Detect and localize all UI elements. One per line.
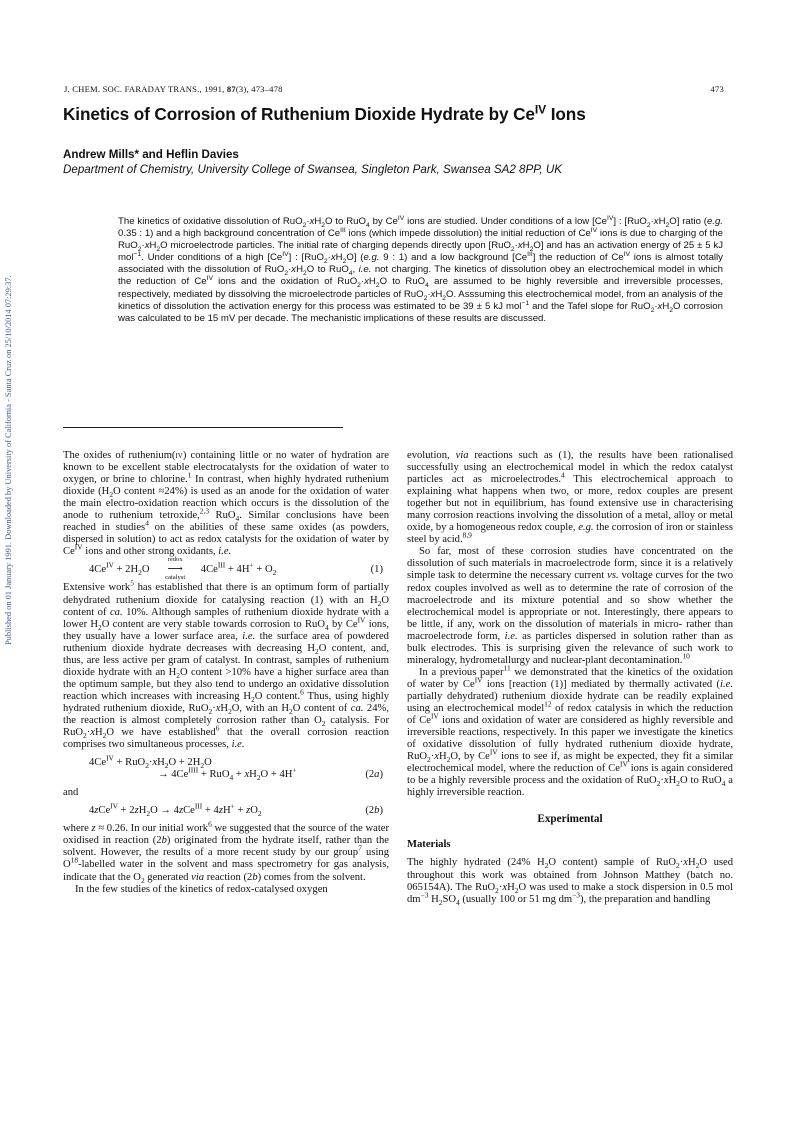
title-superscript: IV — [534, 102, 547, 117]
equation-2a — [63, 753, 389, 783]
equation-connector: and — [63, 787, 79, 799]
equation-2b-number: (2b) — [365, 805, 383, 817]
equation-2a-number: (2a) — [365, 769, 383, 781]
journal-issue-pages: (3), 473–478 — [235, 84, 283, 94]
equation-2a-line-1: $4Ce^{IV} + RuO_2\cdot xH_2O + 2H_2O$ — [89, 753, 212, 771]
equation-1-reactants: $4Ce^{IV} + 2H_2O$ — [89, 560, 150, 578]
paragraph: In a previous paper$^{11}$ we demonstrated that the kinetics of the oxidation of water by $Ce^{IV}$ ions [reaction (1)] mediated by thermally activated (i.e. partially dehydrated) ruthenium dioxide hydrate can be readily explained using an electrochemical model$^{12}$ of redox catalysis in which the reduction of $Ce^{IV}$ ions and oxidation of water are considered as highly reversible and irreversible reactions, respectively. In this paper we investigate the kinetics of oxidative dissolution of fully hydrated ruthenium dioxide hydrate, $RuO_2\cdot xH_2O$, by $Ce^{IV}$ ions to see if, as might be expected, they fit a similar electrochemical model, where the reduction of $Ce^{IV}$ ions is again considered to be a highly reversible process and the oxidation of $RuO_2\cdot xH_2O$ to RuO$_4$ a highly irreversible reaction. — [407, 663, 734, 799]
running-header — [64, 84, 724, 94]
equation-1-products: $4Ce^{III} + 4H^+ + O_2$ — [200, 560, 277, 578]
download-watermark — [2, 205, 16, 645]
title-text: Kinetics of Corrosion of Ruthenium Dioxide Hydrate by Ce — [63, 104, 535, 124]
journal-citation — [64, 84, 283, 94]
paragraph: The oxides of ruthenium(iv) containing little or no water of hydration are known to be excellent stable electrocatalysts for the oxidation of water to oxygen, or brine to chlorine.$^1$ In contrast, when highly hydrated ruthenium dioxide ($H_2O$ content ≈24%) is used as an anode for the oxidation of water the main electro-oxidation reaction which occurs is the dissolution of the anode to ruthenium tetroxide,$^{2,3}$ RuO$_4$. Similar conclusions have been reached in studies$^4$ on the abilities of these same oxides (as powders, dispersed in solution) to act as redox catalysts for the oxidation of water by $Ce^{IV}$ ions and other strong oxidants, i.e. — [63, 450, 390, 558]
paragraph: The highly hydrated (24% $H_2O$ content) sample of $RuO_2\cdot xH_2O$ used throughout this work was obtained from Johnson Matthey (batch no. 065154A). The $RuO_2\cdot xH_2O$ was used to make a stock dispersion in 0.5 mol $dm^{-3}$ $H_2SO_4$ (usually 100 or 51 mg $dm^{-3}$), the preparation and handling — [407, 857, 733, 907]
paragraph: Extensive work$^5$ has established that there is an optimum form of partially dehydrated ruthenium dioxide for catalysing reaction (1) with an $H_2O$ content of ca. 10%. Although samples of ruthenium dioxide hydrate with a lower $H_2O$ content are very stable towards corrosion to RuO$_4$ by $Ce^{IV}$ ions, they usually have a lower surface area, i.e. the surface area of powdered ruthenium dioxide hydrate decreases with decreasing $H_2O$ content, and, thus, are less active per gram of catalyst. In contrast, samples of ruthenium dioxide hydrate with an $H_2O$ content >10% have a higher surface area than the optimum sample, but they also tend to undergo an oxidative dissolution reaction which increases with increasing $H_2O$ content.$^6$ Thus, using highly hydrated ruthenium dioxide, $RuO_2\cdot xH_2O$, with an $H_2O$ content of ca. 24%, the reaction is almost completely corrosion rather than $O_2$ catalysis. For $RuO_2\cdot xH_2O$ we have established$^6$ that the overall corrosion reaction comprises two simultaneous processes, i.e. — [63, 578, 389, 751]
authors: Andrew Mills* and Heflin Davies — [63, 148, 239, 161]
affiliation: Department of Chemistry, University College of Swansea, Singleton Park, Swansea SA2 8PP, UK — [63, 163, 562, 176]
title-end: Ions — [546, 104, 586, 124]
equation-2a-products: → $4Ce^{IIII} + RuO_4 + xH_2O + 4H^+$ — [158, 765, 297, 783]
paragraph: So far, most of these corrosion studies have concentrated on the dissolution of such materials in macroelectrode form, since it is a relatively simple task to determine the necessary current vs. voltage curves for the two redox couples involved as well as to determine the rate of corrosion of the macroelectrode and its mixture potential and so show whether the electrochemical model is appropriate or not. Interestingly, there appears to be little, if any, work on the dissolution of materials in micro- rather than macroelectrode form, i.e. as particles dispersed in solution rather than as bulk electrodes. This is surprising given the relevance of such work to mineralogy, hydrometallurgy and nuclear-plant decontamination.$^{10}$ — [407, 546, 734, 666]
equation-2b — [63, 801, 389, 819]
equation-2b-body: $4zCe^{IV} + 2zH_2O \to 4zCe^{III} + 4zH^+ + zO_2$ — [89, 801, 262, 819]
paper-title — [63, 104, 586, 125]
page-number: 473 — [710, 84, 724, 94]
subsection-heading: Materials — [407, 839, 451, 851]
abstract: The kinetics of oxidative dissolution of $RuO_2\cdot xH_2O$ to RuO$_4$ by $Ce^{IV}$ ions are studied. Under conditions of a low $[Ce^{IV}]$ : $[RuO_2\cdot xH_2O]$ ratio (e.g. 0.35 : 1) and a high background concentration of $Ce^{III}$ ions (which impede dissolution) the initial reduction of $Ce^{IV}$ ions is due to charging of the $RuO_2\cdot xH_2O$ microelectrode particles. The initial rate of charging depends directly upon $[RuO_2\cdot xH_2O]$ and has an activation energy of 25 ± 5 kJ mol$^{-1}$. Under conditions of a high $[Ce^{IV}]$ : $[RuO_2\cdot xH_2O]$ (e.g. 9 : 1) and a low background $[Ce^{III}]$ the reduction of $Ce^{IV}$ ions is almost totally associated with the dissolution of $RuO_2\cdot xH_2O$ to RuO$_4$, i.e. not charging. The kinetics of dissolution obey an electrochemical model in which the reduction of $Ce^{IV}$ ions and the oxidation of $RuO_2\cdot xH_2O$ to RuO$_4$ are assumed to be highly reversible and irreversible processes, respectively, mediated by dissolving the microelectrode particles of $RuO_2\cdot xH_2O$. Asssuming this electrochemical model, from an analysis of the kinetics of dissolution the activation energy for this process was estimated to be 39 ± 5 kJ mol$^{-1}$ and the Tafel slope for $RuO_2\cdot xH_2O$ corrosion was calculated to be 15 mV per decade. The mechanistic implications of these results are discussed. — [118, 214, 724, 324]
equation-2a-line-2 — [63, 765, 389, 783]
paragraph: evolution, via reactions such as (1), the results have been rationalised successfully using an electrochemical model in which the redox catalyst particles act as microelectrodes.$^4$ This electrochemical approach to explaining what happens when two, or more, redox couples are present together but not in equilibrium, has found extensive use in characterising many corrosion reactions involving the dissolution of a metal, alloy or metal oxide, by a homogeneous redox couple, e.g. the corrosion of iron or stainless steel by acid.$^{8,9}$ — [407, 450, 733, 546]
download-watermark-text: Published on 01 January 1991. Downloaded by University of California - Santa Cruz on 25/10/2014 07:29:37. — [4, 275, 13, 645]
journal-volume: 87 — [226, 84, 236, 94]
arrow-label-over: redox — [167, 556, 183, 564]
equation-1-number: (1) — [370, 564, 383, 576]
arrow-label-under: catalyst — [165, 574, 186, 582]
section-divider — [63, 427, 343, 428]
right-column — [407, 450, 733, 906]
journal-name: J. CHEM. SOC. FARADAY TRANS., 1991, — [64, 84, 227, 94]
equation-1 — [63, 556, 389, 582]
equation-1-body — [63, 556, 277, 582]
paragraph: In the few studies of the kinetics of redox-catalysed oxygen — [75, 883, 328, 895]
paragraph: where z ≈ 0.26. In our initial work$^6$ we suggested that the source of the water oxidised in reaction (2b) originated from the hydrate itself, rather than the solvent. However, the results of a more recent study by our group$^7$ using $O^{18}$-labelled water in the solvent and mass spectrometry for gas analysis, indicate that the $O_2$ generated via reaction (2b) comes from the solvent. — [63, 819, 390, 885]
section-heading: Experimental — [537, 813, 603, 826]
left-column — [63, 450, 389, 896]
reaction-arrow: redox ⟶ catalyst — [152, 564, 198, 576]
